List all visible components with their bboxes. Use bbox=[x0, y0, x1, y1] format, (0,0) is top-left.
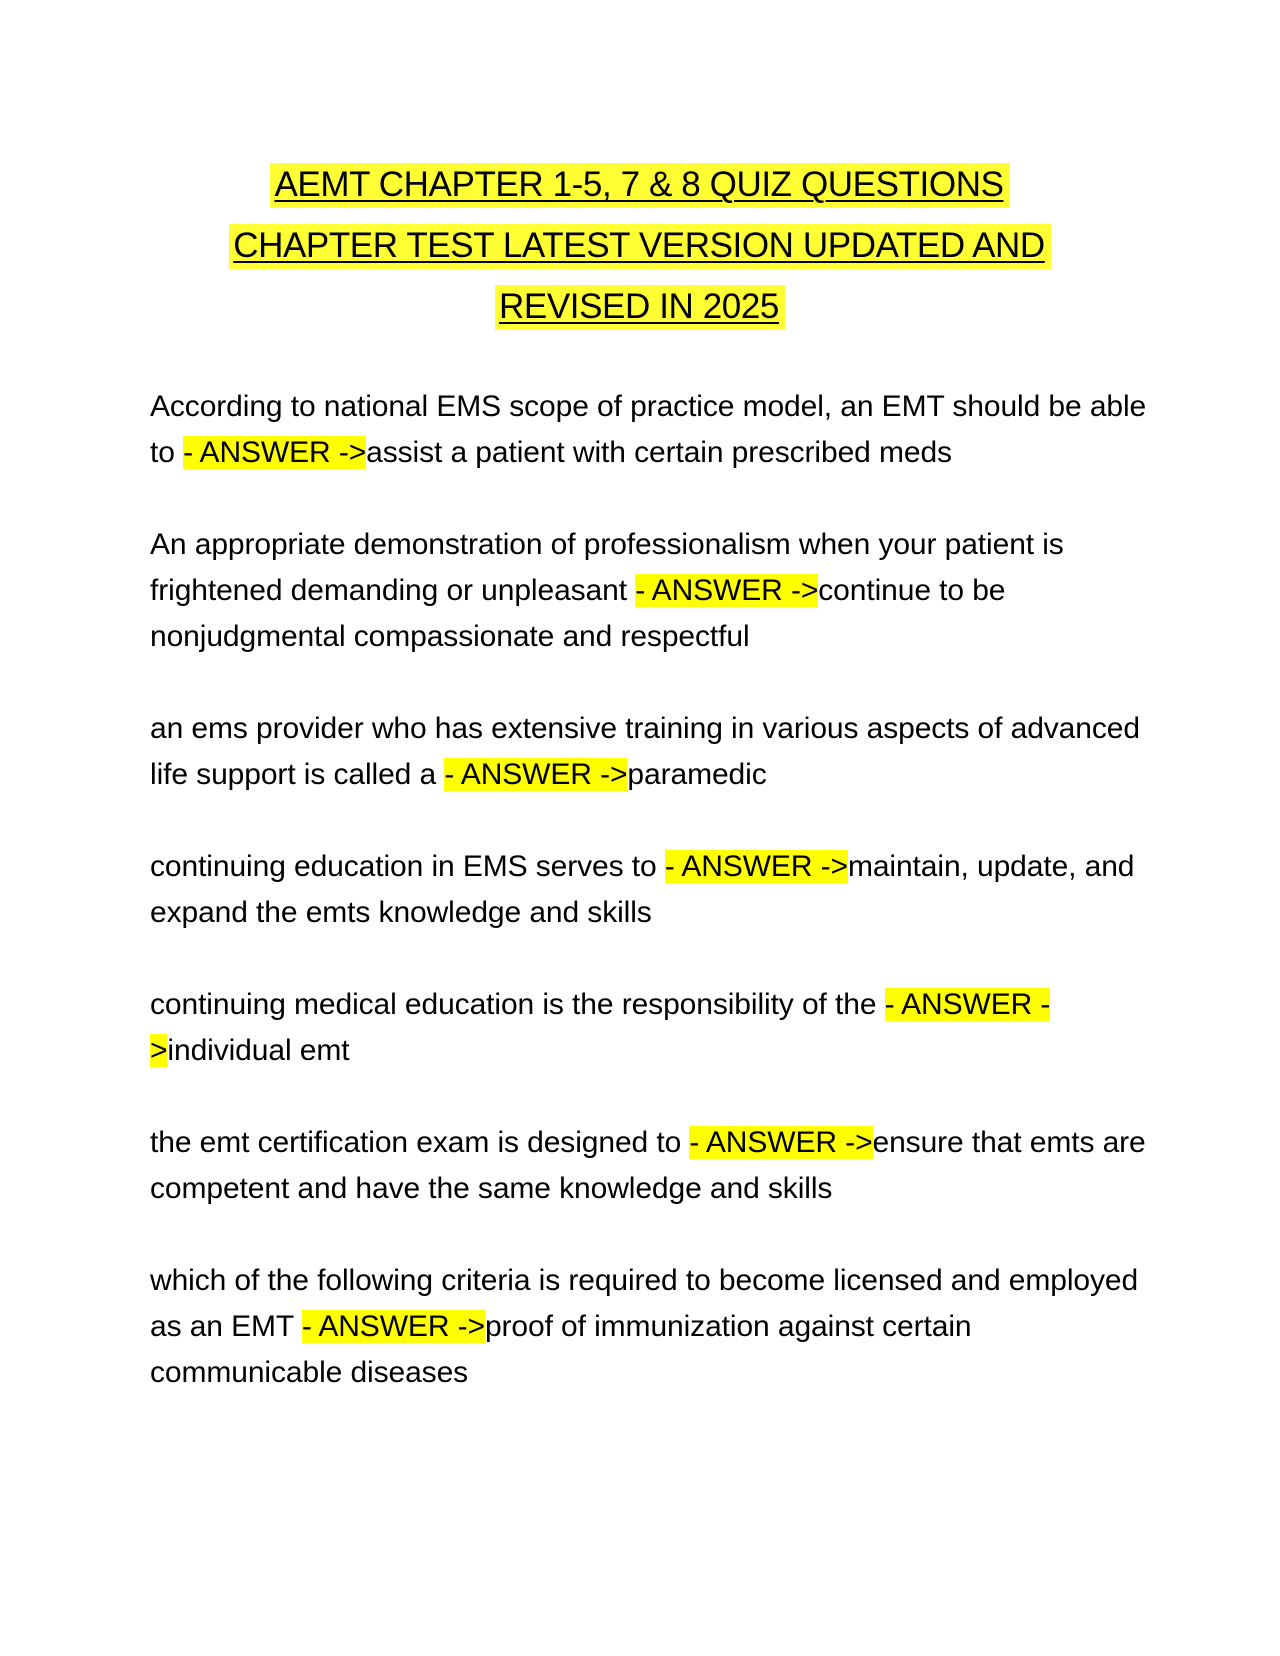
answer-marker: - ANSWER -> bbox=[301, 1310, 485, 1343]
answer-text: ensure that emts are competent and have the same knowledge and skills bbox=[150, 1126, 1146, 1205]
answer-text: maintain, update, and expand the emts knowledge and skills bbox=[150, 850, 1135, 929]
question-answer-list bbox=[150, 384, 1150, 1442]
answer-marker: - ANSWER -> bbox=[150, 988, 1051, 1067]
title-line-2: CHAPTER TEST LATEST VERSION UPDATED AND bbox=[150, 215, 1130, 276]
title-line-3: REVISED IN 2025 bbox=[150, 276, 1130, 337]
answer-marker: - ANSWER -> bbox=[635, 574, 819, 607]
question-text: continuing medical education is the responsibility of the bbox=[150, 988, 885, 1021]
answer-marker: - ANSWER -> bbox=[689, 1126, 873, 1159]
qa-item bbox=[150, 844, 1150, 936]
qa-item bbox=[150, 982, 1150, 1074]
answer-marker: - ANSWER -> bbox=[664, 850, 848, 883]
answer-marker: - ANSWER -> bbox=[183, 436, 367, 469]
qa-item bbox=[150, 706, 1150, 798]
question-text: According to national EMS scope of practice model, an EMT should be able to bbox=[150, 390, 1147, 469]
question-text: continuing education in EMS serves to bbox=[150, 850, 665, 883]
question-text: which of the following criteria is required to become licensed and employed as an EMT bbox=[150, 1264, 1139, 1343]
answer-text: assist a patient with certain prescribed meds bbox=[366, 436, 952, 469]
title-line-1: AEMT CHAPTER 1-5, 7 & 8 QUIZ QUESTIONS bbox=[150, 154, 1130, 215]
answer-text: paramedic bbox=[627, 758, 767, 791]
answer-text: continue to be nonjudgmental compassionate and respectful bbox=[150, 574, 1006, 653]
question-text: the emt certification exam is designed to bbox=[150, 1126, 690, 1159]
qa-item bbox=[150, 1258, 1150, 1396]
qa-item bbox=[150, 522, 1150, 660]
answer-text: individual emt bbox=[167, 1034, 350, 1067]
document-title bbox=[150, 154, 1130, 337]
answer-text: proof of immunization against certain communicable diseases bbox=[150, 1310, 972, 1389]
qa-item bbox=[150, 384, 1150, 476]
answer-marker: - ANSWER -> bbox=[444, 758, 628, 791]
qa-item bbox=[150, 1120, 1150, 1212]
question-text: an ems provider who has extensive training in various aspects of advanced life support is called a bbox=[150, 712, 1140, 791]
question-text: An appropriate demonstration of professionalism when your patient is frightened demanding or unpleasant bbox=[150, 528, 1064, 607]
